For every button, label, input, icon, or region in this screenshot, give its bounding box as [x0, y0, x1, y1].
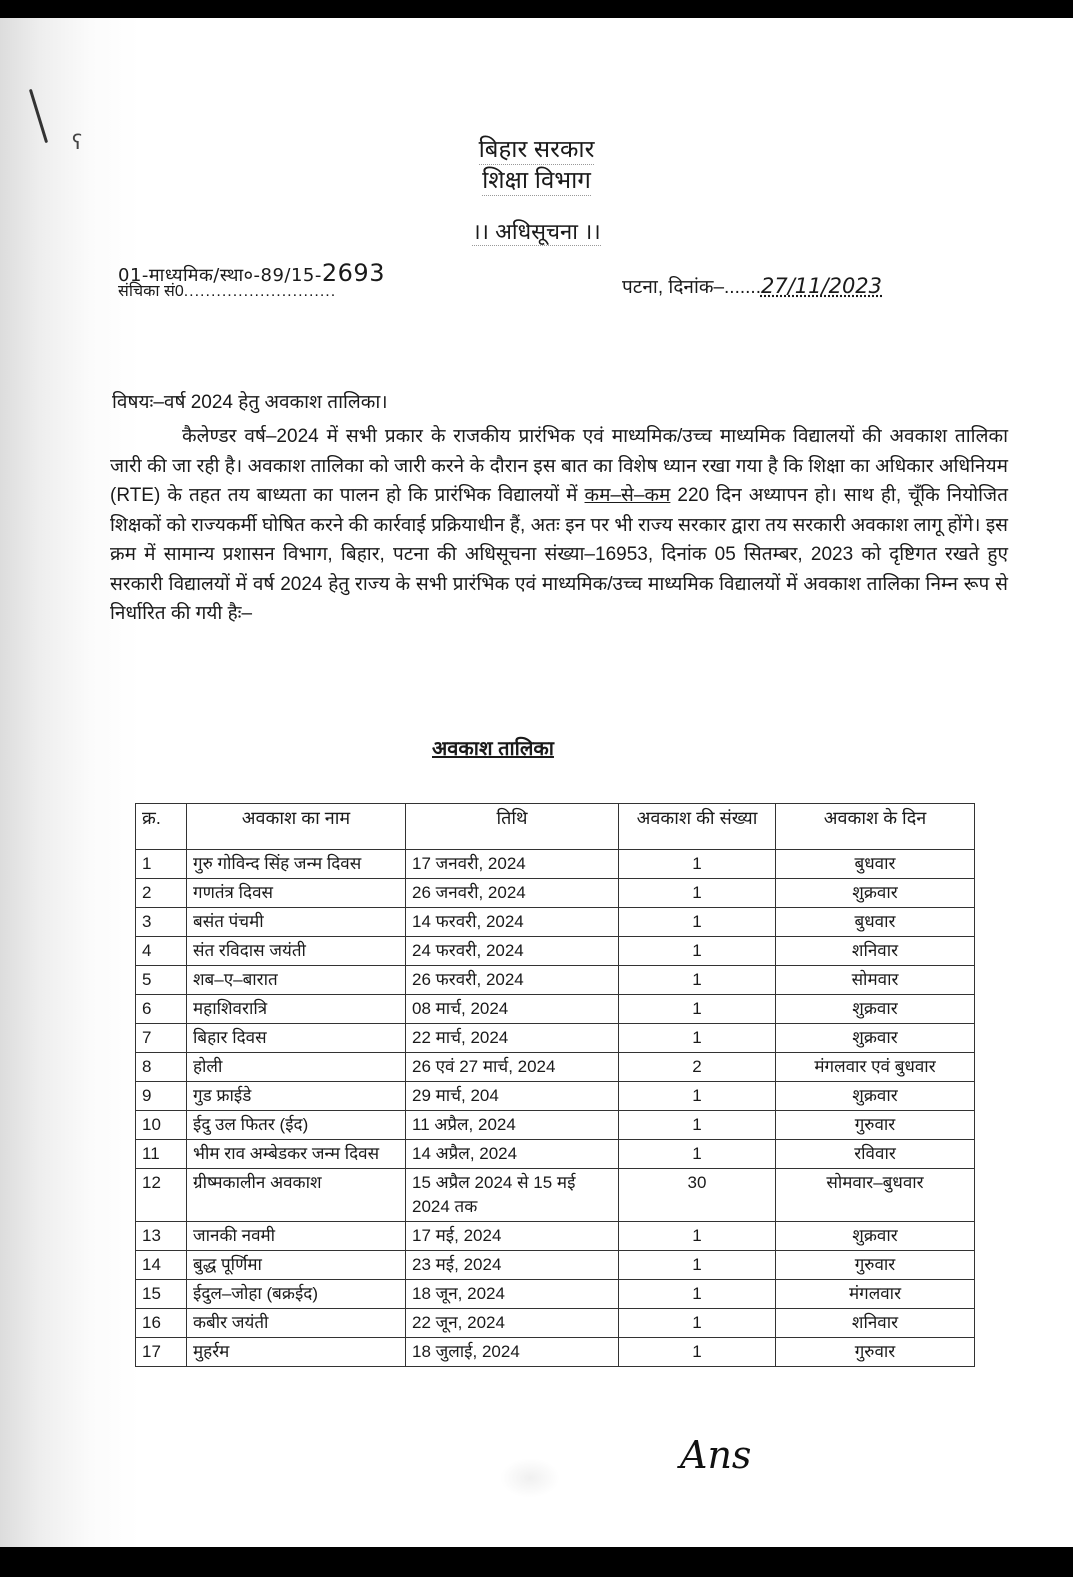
place-date-label: पटना, दिनांक–: [622, 277, 725, 298]
table-row: [136, 995, 975, 1024]
holiday-name-cell: बिहार दिवस: [187, 1024, 406, 1053]
table-row: [136, 1111, 975, 1140]
table-row: [136, 1140, 975, 1169]
serial-cell: 13: [136, 1222, 187, 1251]
body-paragraph: कैलेण्डर वर्ष–2024 में सभी प्रकार के राजकीय प्रारंभिक एवं माध्यमिक/उच्च माध्यमिक विद्यालयों की अवकाश तालिका जारी की जा रही है। अवकाश तालिका को जारी करने के दौरान इस बात का विशेष ध्यान रखा गया है कि शिक्षा का अधिकार अधिनियम (RTE) के तहत तय बाध्यता का पालन हो कि प्रारंभिक विद्यालयों में कम–से–कम 220 दिन अध्यापन हो। साथ ही, चूँकि नियोजित शिक्षकों को राज्यकर्मी घोषित करने की कार्रवाई प्रक्रियाधीन हैं, अतः इन पर भी राज्य सरकार द्वारा तय सरकारी अवकाश लागू होंगे। इस क्रम में सामान्य प्रशासन विभाग, बिहार, पटना की अधिसूचना संख्या–16953, दिनांक 05 सितम्बर, 2023 को दृष्टिगत रखते हुए सरकारी विद्यालयों में वर्ष 2024 हेतु राज्य के सभी प्रारंभिक एवं माध्यमिक/उच्च माध्यमिक विद्यालयों में अवकाश तालिका निम्न रूप से निर्धारित की गयी हैः–: [110, 426, 1008, 624]
holiday-name-cell: शब–ए–बारात: [187, 966, 406, 995]
date-cell: 11 अप्रैल, 2024: [406, 1111, 619, 1140]
holiday-name-cell: गणतंत्र दिवस: [187, 879, 406, 908]
date-cell: 18 जून, 2024: [406, 1280, 619, 1309]
serial-cell: 12: [136, 1169, 187, 1222]
header-count: अवकाश की संख्या: [619, 804, 776, 850]
reference-label: संचिका सं0: [118, 283, 184, 300]
count-cell: 1: [619, 1251, 776, 1280]
holiday-name-cell: गुरु गोविन्द सिंह जन्म दिवस: [187, 850, 406, 879]
table-row: [136, 1024, 975, 1053]
date-cell: 26 जनवरी, 2024: [406, 879, 619, 908]
serial-cell: 1: [136, 850, 187, 879]
count-cell: 1: [619, 1024, 776, 1053]
date-cell: 22 मार्च, 2024: [406, 1024, 619, 1053]
date-cell: 15 अप्रैल 2024 से 15 मई 2024 तक: [406, 1169, 619, 1222]
table-row: [136, 1280, 975, 1309]
holiday-name-cell: संत रविदास जयंती: [187, 937, 406, 966]
date-cell: 29 मार्च, 204: [406, 1082, 619, 1111]
holiday-name-cell: भीम राव अम्बेडकर जन्म दिवस: [187, 1140, 406, 1169]
day-cell: शुक्रवार: [776, 879, 975, 908]
table-header-row: [136, 804, 975, 850]
serial-cell: 10: [136, 1111, 187, 1140]
holiday-name-cell: जानकी नवमी: [187, 1222, 406, 1251]
table-row: [136, 1251, 975, 1280]
holiday-table: [135, 803, 975, 1367]
table-row: [136, 1053, 975, 1082]
table-row: [136, 937, 975, 966]
day-cell: शुक्रवार: [776, 995, 975, 1024]
day-cell: सोमवार–बुधवार: [776, 1169, 975, 1222]
day-cell: गुरुवार: [776, 1338, 975, 1367]
day-cell: मंगलवार: [776, 1280, 975, 1309]
count-cell: 1: [619, 995, 776, 1024]
smudge: [500, 1458, 560, 1498]
count-cell: 1: [619, 966, 776, 995]
holiday-name-cell: ग्रीष्मकालीन अवकाश: [187, 1169, 406, 1222]
serial-cell: 14: [136, 1251, 187, 1280]
place-date: पटना, दिनांक–.......27/11/2023: [622, 274, 883, 298]
date-cell: 08 मार्च, 2024: [406, 995, 619, 1024]
date-cell: 17 मई, 2024: [406, 1222, 619, 1251]
count-cell: 1: [619, 908, 776, 937]
notice-title: ।। अधिसूचना ।।: [472, 219, 601, 244]
day-cell: शनिवार: [776, 937, 975, 966]
count-cell: 2: [619, 1053, 776, 1082]
table-row: [136, 908, 975, 937]
table-row: [136, 966, 975, 995]
day-cell: बुधवार: [776, 850, 975, 879]
date-cell: 18 जुलाई, 2024: [406, 1338, 619, 1367]
subject-line: विषयः–वर्ष 2024 हेतु अवकाश तालिका।: [112, 392, 388, 413]
serial-cell: 5: [136, 966, 187, 995]
table-row: [136, 1082, 975, 1111]
signature: Ans: [680, 1433, 752, 1477]
serial-cell: 11: [136, 1140, 187, 1169]
day-cell: शुक्रवार: [776, 1082, 975, 1111]
table-title: अवकाश तालिका: [432, 738, 554, 760]
underlined-phrase: कम–से–कम: [584, 485, 671, 506]
day-cell: रविवार: [776, 1140, 975, 1169]
file-reference: 01-माध्यमिक/स्था०-89/15-2693 संचिका सं0............................: [118, 259, 385, 300]
issue-date: 27/11/2023: [760, 274, 883, 298]
header-serial: क्र.: [136, 804, 187, 850]
holiday-name-cell: बसंत पंचमी: [187, 908, 406, 937]
serial-cell: 4: [136, 937, 187, 966]
header-date: तिथि: [406, 804, 619, 850]
day-cell: मंगलवार एवं बुधवार: [776, 1053, 975, 1082]
count-cell: 1: [619, 879, 776, 908]
day-cell: शुक्रवार: [776, 1222, 975, 1251]
date-cell: 22 जून, 2024: [406, 1309, 619, 1338]
holiday-name-cell: गुड फ्राईडे: [187, 1082, 406, 1111]
count-cell: 1: [619, 937, 776, 966]
table-row: [136, 1169, 975, 1222]
serial-cell: 16: [136, 1309, 187, 1338]
serial-cell: 8: [136, 1053, 187, 1082]
reference-handwritten: 01-माध्यमिक/स्था०-89/15-2693: [118, 259, 385, 287]
day-cell: शुक्रवार: [776, 1024, 975, 1053]
day-cell: गुरुवार: [776, 1251, 975, 1280]
document-page: [0, 18, 1073, 1547]
date-cell: 14 अप्रैल, 2024: [406, 1140, 619, 1169]
table-row: [136, 850, 975, 879]
count-cell: 30: [619, 1169, 776, 1222]
holiday-name-cell: ईदु उल फितर (ईद): [187, 1111, 406, 1140]
count-cell: 1: [619, 850, 776, 879]
serial-cell: 9: [136, 1082, 187, 1111]
serial-cell: 3: [136, 908, 187, 937]
holiday-name-cell: कबीर जयंती: [187, 1309, 406, 1338]
serial-cell: 2: [136, 879, 187, 908]
header-name: अवकाश का नाम: [187, 804, 406, 850]
count-cell: 1: [619, 1280, 776, 1309]
department-title: शिक्षा विभाग: [482, 167, 591, 194]
holiday-name-cell: महाशिवरात्रि: [187, 995, 406, 1024]
holiday-name-cell: होली: [187, 1053, 406, 1082]
date-cell: 23 मई, 2024: [406, 1251, 619, 1280]
holiday-name-cell: बुद्ध पूर्णिमा: [187, 1251, 406, 1280]
table-row: [136, 1338, 975, 1367]
count-cell: 1: [619, 1338, 776, 1367]
date-cell: 24 फरवरी, 2024: [406, 937, 619, 966]
serial-cell: 7: [136, 1024, 187, 1053]
day-cell: गुरुवार: [776, 1111, 975, 1140]
table-row: [136, 1222, 975, 1251]
serial-cell: 17: [136, 1338, 187, 1367]
serial-cell: 6: [136, 995, 187, 1024]
holiday-name-cell: मुहर्रम: [187, 1338, 406, 1367]
date-cell: 14 फरवरी, 2024: [406, 908, 619, 937]
date-cell: 26 एवं 27 मार्च, 2024: [406, 1053, 619, 1082]
table-row: [136, 1309, 975, 1338]
date-cell: 17 जनवरी, 2024: [406, 850, 619, 879]
day-cell: शनिवार: [776, 1309, 975, 1338]
pen-squiggle: ʕ: [72, 130, 83, 154]
table-row: [136, 879, 975, 908]
day-cell: बुधवार: [776, 908, 975, 937]
government-title: बिहार सरकार: [478, 136, 595, 163]
count-cell: 1: [619, 1140, 776, 1169]
count-cell: 1: [619, 1309, 776, 1338]
holiday-name-cell: ईदुल–जोहा (बक्रईद): [187, 1280, 406, 1309]
header-day: अवकाश के दिन: [776, 804, 975, 850]
date-cell: 26 फरवरी, 2024: [406, 966, 619, 995]
count-cell: 1: [619, 1082, 776, 1111]
count-cell: 1: [619, 1111, 776, 1140]
count-cell: 1: [619, 1222, 776, 1251]
day-cell: सोमवार: [776, 966, 975, 995]
serial-cell: 15: [136, 1280, 187, 1309]
